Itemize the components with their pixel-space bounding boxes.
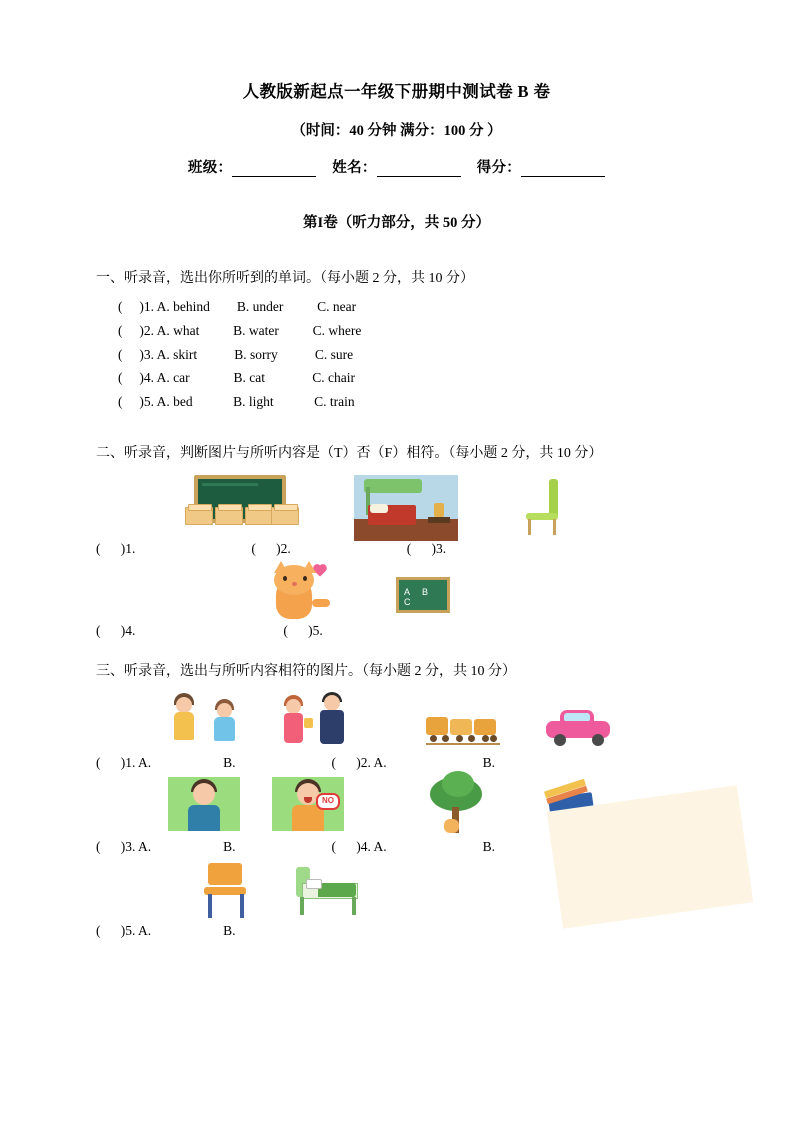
option-b-label[interactable]: B.: [223, 922, 236, 938]
exam-subtitle: （时间：40 分钟 满分：100 分 ）: [291, 123, 502, 139]
toy-train-image: [426, 711, 500, 745]
student-info-line: [96, 156, 697, 177]
section-3-row-3: [96, 861, 697, 945]
score-label: 得分：: [476, 160, 522, 176]
question-item: ( )2. A. what B. water C. where: [118, 322, 362, 338]
option-b-label[interactable]: B.: [482, 838, 496, 854]
section-3-heading: 三、听录音，选出与所听内容相符的图片。（每小题 2 分，共 10 分）: [96, 664, 516, 679]
answer-blank-label[interactable]: ( )2.: [251, 541, 291, 556]
answer-blank-label[interactable]: ( )1.: [96, 541, 136, 556]
option-b-label[interactable]: B.: [223, 754, 236, 770]
question-item: ( )3. A. skirt B. sorry C. sure: [118, 346, 354, 362]
green-bed-image: [294, 865, 360, 919]
answer-blank-label[interactable]: ( )5.: [283, 623, 323, 638]
orange-cat-image: [266, 563, 324, 625]
section-2-heading: 二、听录音，判断图片与所听内容是（T）否（F）相符。（每小题 2 分，共 10 分）: [96, 446, 603, 462]
two-girls-talking-image: [166, 693, 242, 749]
score-blank[interactable]: [521, 161, 605, 177]
orange-chair-image: [204, 863, 248, 919]
section-2-row-1: [96, 475, 697, 561]
girl-giving-drink-image: [274, 693, 350, 751]
answer-blank-label[interactable]: ( )5. A.: [96, 922, 152, 938]
answer-blank-label[interactable]: ( )3. A.: [96, 838, 152, 854]
class-blank[interactable]: [232, 161, 316, 177]
part-one-heading: 第I卷（听力部分，共 50 分）: [303, 215, 490, 231]
section-1-heading: 一、听录音，选出你所听到的单词。（每小题 2 分，共 10 分）: [96, 271, 474, 286]
section-2-row-2: [96, 561, 697, 645]
pencils-and-book-image: [540, 783, 606, 831]
answer-blank-label[interactable]: ( )4.: [96, 623, 136, 638]
answer-blank-label[interactable]: ( )3.: [406, 541, 447, 556]
question-item: ( )4. A. car B. cat C. chair: [118, 370, 355, 386]
abc-blackboard-image: A B C: [396, 577, 450, 613]
option-b-label[interactable]: B.: [223, 838, 236, 854]
page-title: 人教版新起点一年级下册期中测试卷 B 卷: [242, 82, 551, 101]
boy-green-card-no-image: NO: [272, 777, 344, 831]
tree-with-cat-image: [426, 777, 486, 835]
answer-blank-label[interactable]: ( )2. A.: [331, 754, 387, 770]
class-label: 班级：: [187, 160, 233, 176]
girl-green-card-image: [168, 777, 240, 831]
pink-car-image: [546, 709, 612, 745]
name-blank[interactable]: [377, 161, 461, 177]
bedroom-scene-image: [354, 475, 458, 541]
section-3-row-1: [96, 693, 697, 777]
option-b-label[interactable]: B.: [482, 754, 496, 770]
section-3-row-2: [96, 777, 697, 861]
question-item: ( )1. A. behind B. under C. near: [118, 298, 357, 314]
green-chair-image: [526, 479, 560, 535]
name-label: 姓名：: [332, 160, 377, 176]
answer-blank-label[interactable]: ( )1. A.: [96, 754, 152, 770]
classroom-blackboard-desks-image: [194, 475, 286, 523]
question-item: ( )5. A. bed B. light C. train: [118, 394, 355, 410]
answer-blank-label[interactable]: ( )4. A.: [331, 838, 387, 854]
